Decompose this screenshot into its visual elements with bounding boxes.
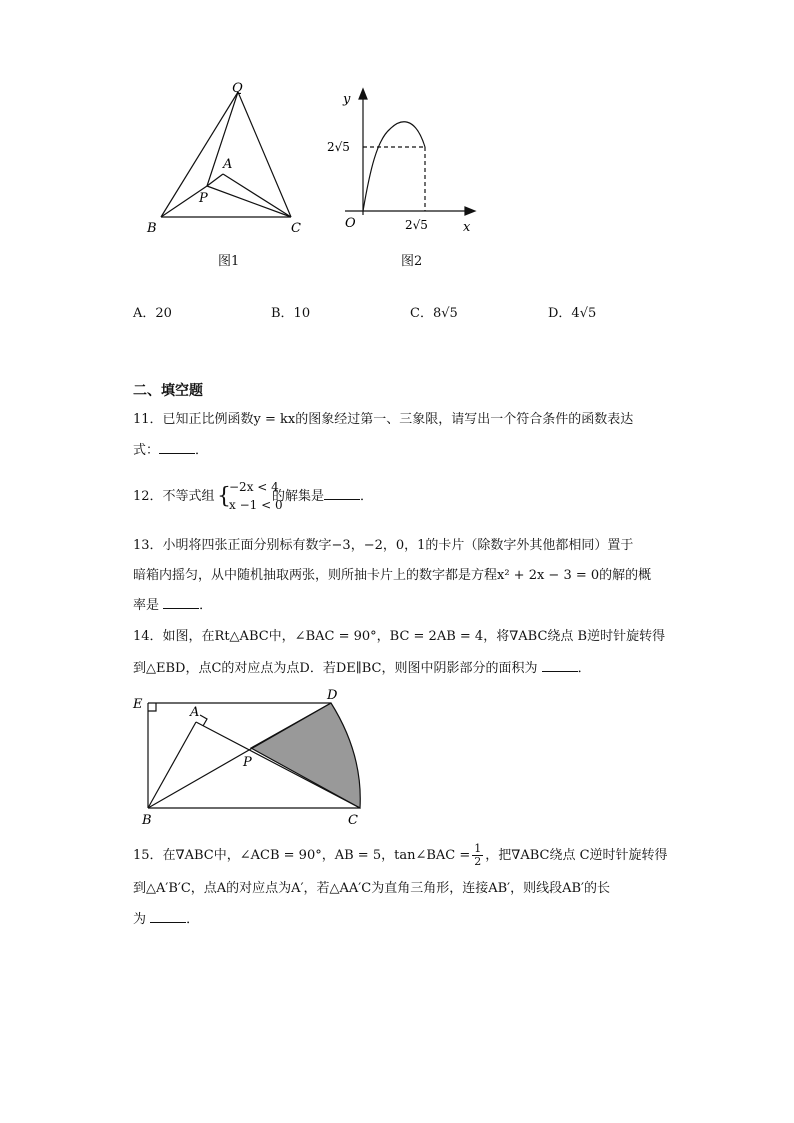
- choice-b: B．10: [271, 306, 311, 321]
- x-axis-label: x: [463, 220, 471, 235]
- figure-2-caption: 图2: [401, 254, 423, 269]
- q15-answer-blank[interactable]: [150, 910, 186, 923]
- q14-line2: [133, 659, 591, 679]
- choice-a: A．20: [133, 306, 172, 321]
- label-c: C: [291, 221, 301, 236]
- q12-prefix: 12．不等式组: [133, 489, 215, 504]
- q12-end: ．: [360, 489, 374, 504]
- edge-qc: [238, 92, 291, 217]
- q13-line3: [133, 596, 212, 616]
- label-q: Q: [232, 81, 243, 96]
- figure-q14: [130, 686, 370, 831]
- q13-answer-blank[interactable]: [163, 596, 199, 609]
- q14-label-b: B: [142, 813, 152, 828]
- q12-tail: [272, 487, 373, 507]
- q15-line1: [133, 843, 668, 868]
- q14-prefix: 到△EBD，点C的对应点为点D．若DE∥BC，则图中阴影部分的面积为: [133, 661, 538, 676]
- q14-label-d: D: [327, 688, 338, 703]
- q12-answer-blank[interactable]: [324, 487, 360, 500]
- figure-1: [135, 80, 315, 240]
- choice-c: C．8√5: [410, 306, 458, 321]
- q15-prefix: 15．在∇ABC中，∠ACB = 90°，AB = 5，tan∠BAC =: [133, 848, 471, 863]
- q13-line1: 13．小明将四张正面分别标有数字−3，−2，0，1的卡片（除数字外其他都相同）置于: [133, 538, 634, 553]
- q11-prefix: 式：: [133, 443, 160, 458]
- q14-label-c: C: [348, 813, 358, 828]
- q12-suffix: 的解集是: [272, 489, 325, 504]
- q14-label-a: A: [190, 705, 200, 720]
- q12-ineq1: −2x < 4: [229, 480, 279, 494]
- segment-ba: [148, 722, 196, 808]
- q13-suffix: ．: [199, 598, 213, 613]
- origin-label: O: [345, 216, 356, 231]
- y-axis-arrow: [359, 89, 367, 99]
- q15-frac-num: 1: [474, 842, 482, 855]
- q11-line2: [133, 441, 208, 461]
- q15-suffix1: ，把∇ABC绕点 C逆时针旋转得: [485, 848, 668, 863]
- label-p: P: [199, 191, 208, 206]
- q14-label-e: E: [133, 697, 143, 712]
- section-title: 二、填空题: [133, 383, 203, 399]
- label-a: A: [223, 157, 233, 172]
- y-axis-label: y: [343, 92, 351, 107]
- q14-answer-blank[interactable]: [542, 659, 578, 672]
- choice-d: D．4√5: [548, 306, 597, 321]
- q15-suffix3: ．: [186, 912, 200, 927]
- q14-label-p: P: [243, 755, 252, 770]
- x-axis-arrow: [465, 207, 475, 215]
- q14-line1: 14．如图，在Rt△ABC中，∠BAC = 90°，BC = 2AB = 4，将∇ABC绕点 B逆时针旋转得: [133, 629, 666, 644]
- y-tick-label: 2√5: [327, 140, 350, 154]
- q15-line2: 到△A′B′C，点A的对应点为A′，若△AA′C为直角三角形，连接AB′，则线段AB′的长: [133, 881, 610, 896]
- label-b: B: [147, 221, 157, 236]
- q14-suffix: ．: [577, 661, 591, 676]
- q11-line1: 11．已知正比例函数y = kx的图象经过第一、三象限，请写出一个符合条件的函数表达: [133, 412, 634, 427]
- q15-line3: [133, 910, 199, 930]
- shaded-region: [251, 703, 360, 808]
- figure-1-caption: 图1: [218, 254, 240, 269]
- q15-prefix3: 为: [133, 912, 147, 927]
- figure-2: [325, 85, 485, 245]
- q15-frac-den: 2: [474, 855, 482, 868]
- q11-suffix: ．: [195, 443, 209, 458]
- q15-fraction: [472, 843, 483, 868]
- q13-prefix: 率是: [133, 598, 160, 613]
- q11-answer-blank[interactable]: [159, 441, 195, 454]
- right-angle-e: [148, 703, 156, 711]
- q13-line2: 暗箱内摇匀，从中随机抽取两张，则所抽卡片上的数字都是方程x² + 2x − 3 = 0的解的概: [133, 568, 652, 583]
- q12-brace: {: [217, 484, 231, 509]
- q12-ineq2: x −1 < 0: [229, 498, 283, 512]
- function-curve: [363, 122, 425, 211]
- x-tick-label: 2√5: [405, 218, 428, 232]
